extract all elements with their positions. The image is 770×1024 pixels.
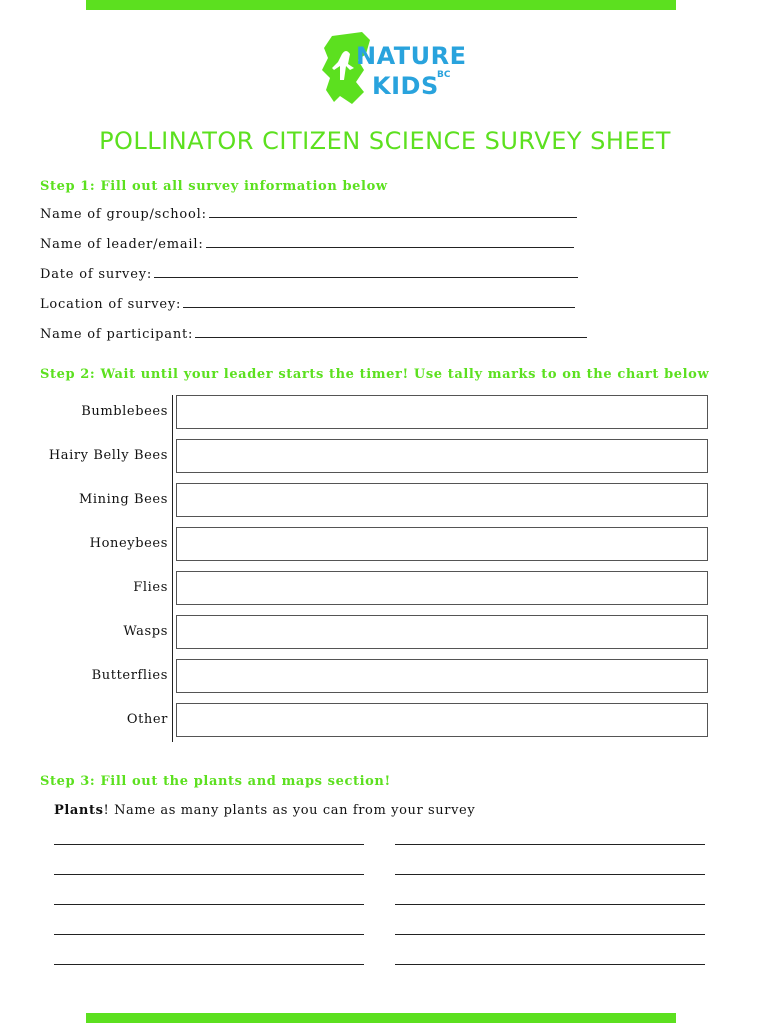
page-title: POLLINATOR CITIZEN SCIENCE SURVEY SHEET: [99, 127, 671, 155]
plants-instruction-text: ! Name as many plants as you can from your survey: [103, 803, 476, 818]
field-label: Location of survey:: [40, 297, 182, 312]
tally-box-mining-bees[interactable]: [176, 483, 708, 517]
tally-row-label: Wasps: [123, 624, 168, 639]
field-date[interactable]: [40, 265, 578, 282]
plants-instruction: [54, 803, 475, 818]
tally-box-bumblebees[interactable]: [176, 395, 708, 429]
step2-heading: Step 2: Wait until your leader starts the timer! Use tally marks to on the chart below: [40, 367, 710, 382]
tally-row-label: Butterflies: [91, 668, 168, 683]
field-location[interactable]: [40, 295, 575, 312]
tally-box-wasps[interactable]: [176, 615, 708, 649]
chart-divider-line: [172, 395, 173, 742]
plant-line-left-3[interactable]: [54, 904, 364, 905]
tally-box-other[interactable]: [176, 703, 708, 737]
step3-heading: Step 3: Fill out the plants and maps section!: [40, 774, 391, 789]
fill-in-line[interactable]: [183, 295, 575, 308]
field-group-school[interactable]: [40, 205, 577, 222]
field-label: Name of participant:: [40, 327, 194, 342]
tally-box-honeybees[interactable]: [176, 527, 708, 561]
nature-kids-logo: [318, 30, 467, 110]
tally-row-label: Flies: [133, 580, 168, 595]
tally-row-label: Mining Bees: [78, 492, 168, 507]
tally-row-label: Bumblebees: [81, 404, 168, 419]
step1-heading: Step 1: Fill out all survey information below: [40, 179, 388, 194]
top-accent-bar: [86, 0, 676, 10]
plant-line-left-5[interactable]: [54, 964, 364, 965]
bottom-accent-bar: [86, 1013, 676, 1023]
field-participant[interactable]: [40, 325, 587, 342]
fill-in-line[interactable]: [206, 235, 574, 248]
field-label: Name of leader/email:: [40, 237, 204, 252]
field-label: Date of survey:: [40, 267, 153, 282]
plant-line-right-1[interactable]: [395, 844, 705, 845]
logo-suffix: BC: [437, 70, 451, 80]
plant-line-left-2[interactable]: [54, 874, 364, 875]
tally-row-label: Hairy Belly Bees: [48, 448, 168, 463]
plant-line-right-5[interactable]: [395, 964, 705, 965]
fill-in-line[interactable]: [209, 205, 577, 218]
fill-in-line[interactable]: [195, 325, 587, 338]
plant-line-right-4[interactable]: [395, 934, 705, 935]
plant-line-left-4[interactable]: [54, 934, 364, 935]
logo-line-nature: NATURE: [356, 42, 467, 70]
tally-box-hairy-belly-bees[interactable]: [176, 439, 708, 473]
field-leader-email[interactable]: [40, 235, 574, 252]
plants-label: Plants: [54, 803, 104, 818]
tally-row-label: Honeybees: [89, 536, 168, 551]
plant-line-left-1[interactable]: [54, 844, 364, 845]
tally-box-flies[interactable]: [176, 571, 708, 605]
plant-line-right-2[interactable]: [395, 874, 705, 875]
tally-box-butterflies[interactable]: [176, 659, 708, 693]
logo-line-kids: KIDS: [372, 72, 439, 100]
field-label: Name of group/school:: [40, 207, 207, 222]
tally-chart: [0, 395, 770, 745]
plant-line-right-3[interactable]: [395, 904, 705, 905]
tally-row-label: Other: [126, 712, 168, 727]
fill-in-line[interactable]: [154, 265, 578, 278]
